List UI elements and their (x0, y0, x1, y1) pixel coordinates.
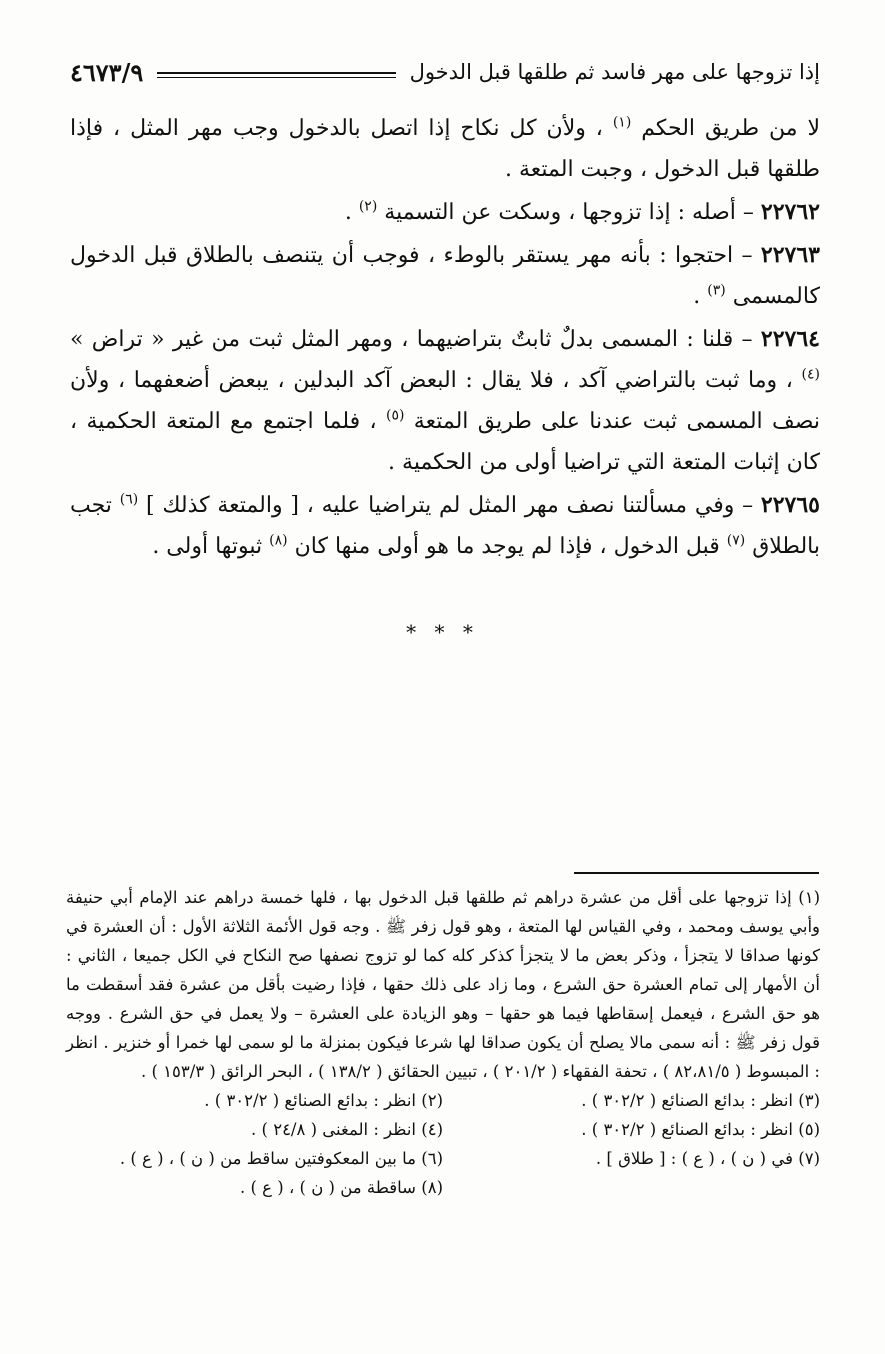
p2-text-a: – أصله : إذا تزوجها ، وسكت عن التسمية (384, 200, 754, 225)
footnotes (66, 883, 820, 1202)
footnote-ref-8: (٨) (269, 532, 288, 549)
footnote-4: (٤) انظر : المغنى ( ٢٤/٨ ) . (251, 1120, 443, 1139)
footnote-ref-6: (٦) (119, 491, 139, 508)
footnote-7: (٧) في ( ن ) ، ( ع ) : [ طلاق ] . (595, 1149, 820, 1168)
p4-text-c: ، فلما اجتمع مع المتعة الحكمية ، كان إثبات المتعة التي تراضيا أولى من الحكمية . (70, 409, 820, 475)
p1-text-a: لا من طريق الحكم (641, 116, 821, 141)
p4-text-a: – قلنا : المسمى بدلٌ ثابتٌ بتراضيهما ، ومهر المثل ثبت من غير « تراض » (70, 327, 753, 352)
p3-text-b: . (693, 284, 701, 309)
p1-text-b: ، ولأن كل نكاح إذا اتصل بالدخول وجب مهر المثل ، فإذا طلقها قبل الدخول ، وجبت المتعة . (70, 116, 820, 182)
footnote-ref-5: (٥) (385, 407, 405, 424)
entry-number: ٢٢٧٦٥ (760, 492, 820, 518)
footnote-ref-4: (٤) (801, 366, 820, 383)
footnote-grid (66, 1086, 820, 1202)
entry-number: ٢٢٧٦٢ (760, 199, 820, 225)
p5-text-d: ثبوتها أولى . (152, 534, 263, 559)
header-title: إذا تزوجها على مهر فاسد ثم طلقها قبل الدخول (409, 60, 820, 84)
footnote-6: (٦) ما بين المعكوفتين ساقط من ( ن ) ، ( ع ) . (119, 1149, 443, 1168)
running-header (70, 52, 820, 92)
header-rule (157, 72, 395, 78)
p4-text-b: ، وما ثبت بالتراضي آكد ، فلا يقال : البعض آكد البدلين ، يبعض أضعفهما ، ولأن نصف المسمى ثبت عندنا على طريق المتعة (70, 368, 820, 434)
footnote-ref-7: (٧) (726, 532, 746, 549)
entry-number: ٢٢٧٦٤ (760, 326, 820, 352)
footnote-5: (٥) انظر : بدائع الصنائع ( ٣٠٢/٢ ) . (581, 1120, 820, 1139)
footnote-ref-3: (٣) (707, 282, 726, 299)
p5-text-a: – وفي مسألتنا نصف مهر المثل لم يتراضيا عليه ، [ والمتعة كذلك ] (145, 493, 754, 518)
entry-number: ٢٢٧٦٣ (760, 242, 820, 268)
paragraph-22762 (70, 192, 820, 233)
p5-text-b: تجب بالطلاق (70, 493, 820, 559)
paragraph-22763 (70, 235, 820, 317)
footnote-blank (443, 1173, 820, 1202)
paragraph-22764 (70, 319, 820, 483)
p3-text-a: – احتجوا : بأنه مهر يستقر بالوطء ، فوجب أن يتنصف بالطلاق قبل الدخول كالمسمى (70, 243, 820, 309)
paragraph-1 (70, 108, 820, 190)
footnote-8: (٨) ساقطة من ( ن ) ، ( ع ) . (240, 1178, 443, 1197)
footnote-ref-2: (٢) (358, 198, 378, 215)
main-text (70, 108, 820, 569)
p2-text-b: . (344, 200, 352, 225)
footnote-rule (574, 872, 819, 874)
footnote-ref-1: (١) (612, 114, 632, 131)
paragraph-22765 (70, 485, 820, 567)
footnote-3: (٣) انظر : بدائع الصنائع ( ٣٠٢/٢ ) . (581, 1091, 820, 1110)
section-separator: * * * (406, 620, 479, 644)
page-number: ٤٦٧٣/٩ (70, 57, 144, 87)
p5-text-c: قبل الدخول ، فإذا لم يوجد ما هو أولى منها كان (294, 534, 720, 559)
footnote-1: (١) إذا تزوجها على أقل من عشرة دراهم ثم طلقها قبل الدخول بها ، فلها خمسة دراهم عند الإمام أبي حنيفة وأبي يوسف ومحمد ، وفي القياس لها المتعة ، وهو قول زفر ﷺ . وجه قول الأئمة الثلاثة الأول : أن العشرة في كونها صداقا لا يتجزأ ، وذكر بعض ما لا يتجزأ كذكر كله كما لو تزوج نصفها صح النكاح في الكل جميعا ، الثاني : أن الأمهار إلى تمام العشرة حق الشرع ، وما زاد على ذلك حقها ، فإذا رضيت بأقل من عشرة فقد أسقطت ما هو حق الشرع ، فيعمل إسقاطها فيما هو حقها – وهو الزيادة على العشرة – ولا يعمل في حق الشرع . ووجه قول زفر ﷺ : أنه سمى مالا يصلح أن يكون صداقا لها شرعا فيكون بمنزلة ما لو سمى لها خمرا أو خنزير . انظر : المبسوط ( ٨٢،٨١/٥ ) ، تحفة الفقهاء ( ٢٠١/٢ ) ، تبيين الحقائق ( ١٣٨/٢ ) ، البحر الرائق ( ١٥٣/٣ ) . (66, 888, 820, 1081)
footnote-2: (٢) انظر : بدائع الصنائع ( ٣٠٢/٢ ) . (204, 1091, 443, 1110)
